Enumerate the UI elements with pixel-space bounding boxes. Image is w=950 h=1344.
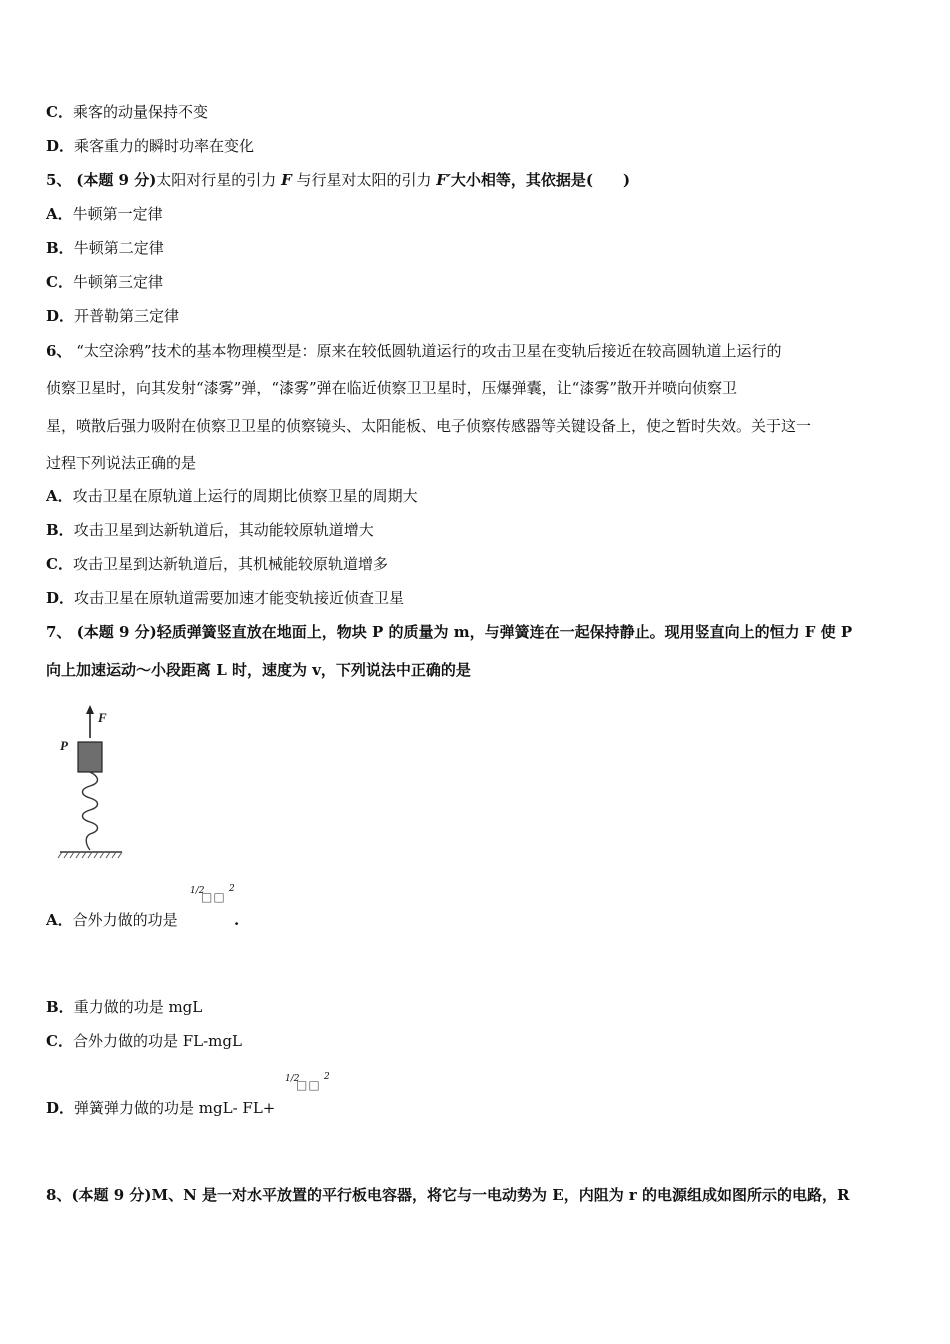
q5-option-a (46, 204, 163, 224)
option-label: D． (46, 137, 75, 155)
q8-stem-line-1 (46, 1185, 850, 1205)
option-text: 攻击卫星到达新轨道后，其机械能较原轨道增多 (72, 555, 388, 573)
question-score: (本题 9 分) (76, 171, 157, 189)
q6-stem-line-4: 过程下列说法正确的是 (46, 454, 197, 472)
option-label: A． (46, 911, 73, 929)
q6-option-d (46, 588, 404, 608)
var-f-prime: F′ (436, 171, 451, 189)
option-text: 攻击卫星在原轨道上运行的周期比侦察卫星的周期大 (72, 487, 418, 505)
option-label: D． (46, 589, 75, 607)
option-text: 攻击卫星到达新轨道后，其动能较原轨道增大 (73, 521, 374, 539)
stem-part: 与行星对太阳的引力 (291, 171, 437, 189)
q7-stem-line-1 (46, 622, 852, 642)
question-number: 8、 (46, 1186, 72, 1204)
stem-text: (本题 9 分)M、N 是一对水平放置的平行板电容器，将它与一电动势为 E，内阻为 r 的电源组成如图所示的电路，R (71, 1186, 850, 1204)
option-label: A． (46, 205, 73, 223)
force-label: F (98, 710, 107, 725)
formula-placeholder: □□ (296, 1078, 321, 1092)
question-number: 7、 (46, 623, 72, 641)
q6-stem-line-3: 星，喷散后强力吸附在侦察卫卫星的侦察镜头、太阳能板、电子侦察传感器等关键设备上，使之暂时失效。关于这一 (46, 417, 812, 435)
q5-option-c (46, 272, 163, 292)
q5-option-d (46, 306, 179, 326)
q5-stem (46, 170, 630, 190)
option-tail: . (234, 911, 240, 929)
stem-part: 太阳对行星的引力 (156, 171, 282, 189)
option-text: 开普勒第三定律 (74, 307, 180, 325)
option-text: 乘客重力的瞬时功率在变化 (74, 137, 255, 155)
stem-part: 大小相等，其依据是( ) (450, 171, 631, 189)
question-number: 6、 (46, 342, 72, 360)
option-text: 牛顿第二定律 (73, 239, 164, 257)
formula-fraction: 1/2 (285, 1074, 300, 1084)
q6-option-b (46, 520, 374, 540)
option-label: D． (46, 307, 75, 325)
q7-option-a (46, 910, 178, 930)
option-label: C． (46, 555, 73, 573)
option-text: 乘客的动量保持不变 (72, 103, 208, 121)
stem-text: “太空涂鸦”技术的基本物理模型是：原来在较低圆轨道运行的攻击卫星在变轨后接近在较高圆轨道上运行的 (76, 342, 782, 360)
option-text: 合外力做的功是 FL-mgL (72, 1032, 242, 1050)
q4-option-d (46, 136, 254, 156)
option-label: C． (46, 273, 73, 291)
option-text: 攻击卫星在原轨道需要加速才能变轨接近侦查卫星 (74, 589, 405, 607)
option-label: D． (46, 1099, 75, 1117)
ground (58, 852, 122, 858)
q7-option-d (46, 1098, 275, 1118)
q6-stem-line-1 (46, 341, 782, 361)
q6-option-a (46, 486, 418, 506)
spring (83, 772, 98, 850)
block-label: P (60, 738, 68, 753)
option-label: B． (46, 239, 74, 257)
question-number: 5、 (46, 171, 72, 189)
q5-option-b (46, 238, 164, 258)
formula-fraction: 1/2 (190, 886, 205, 896)
option-text: 合外力做的功是 (72, 911, 178, 929)
spring-block-figure (56, 700, 136, 865)
q7-option-c (46, 1031, 242, 1051)
option-text: 牛顿第三定律 (72, 273, 163, 291)
var-f: F (281, 171, 292, 189)
formula-exponent: 2 (229, 884, 235, 894)
block-p (78, 742, 102, 772)
option-text: 重力做的功是 mgL (73, 998, 203, 1016)
option-label: B． (46, 998, 74, 1016)
q6-stem-line-2: 侦察卫星时，向其发射“漆雾”弹，“漆雾”弹在临近侦察卫卫星时，压爆弹囊，让“漆雾”散开并喷向侦察卫 (46, 379, 738, 397)
formula-exponent: 2 (324, 1072, 330, 1082)
option-label: C． (46, 1032, 73, 1050)
option-text: 牛顿第一定律 (72, 205, 163, 223)
force-arrow (86, 705, 94, 738)
q7-stem-line-2: 向上加速运动～小段距离 L 时，速度为 v，下列说法中正确的是 (46, 661, 471, 679)
option-text: 弹簧弹力做的功是 mgL- FL+ (74, 1099, 276, 1117)
formula-placeholder: □□ (201, 890, 226, 904)
q6-option-c (46, 554, 388, 574)
option-label: B． (46, 521, 74, 539)
q7-option-b (46, 997, 202, 1017)
option-label: A． (46, 487, 73, 505)
stem-text: (本题 9 分)轻质弹簧竖直放在地面上，物块 P 的质量为 m，与弹簧连在一起保持静止。现用竖直向上的恒力 F 使 P (76, 623, 853, 641)
option-label: C． (46, 103, 73, 121)
q4-option-c (46, 102, 208, 122)
